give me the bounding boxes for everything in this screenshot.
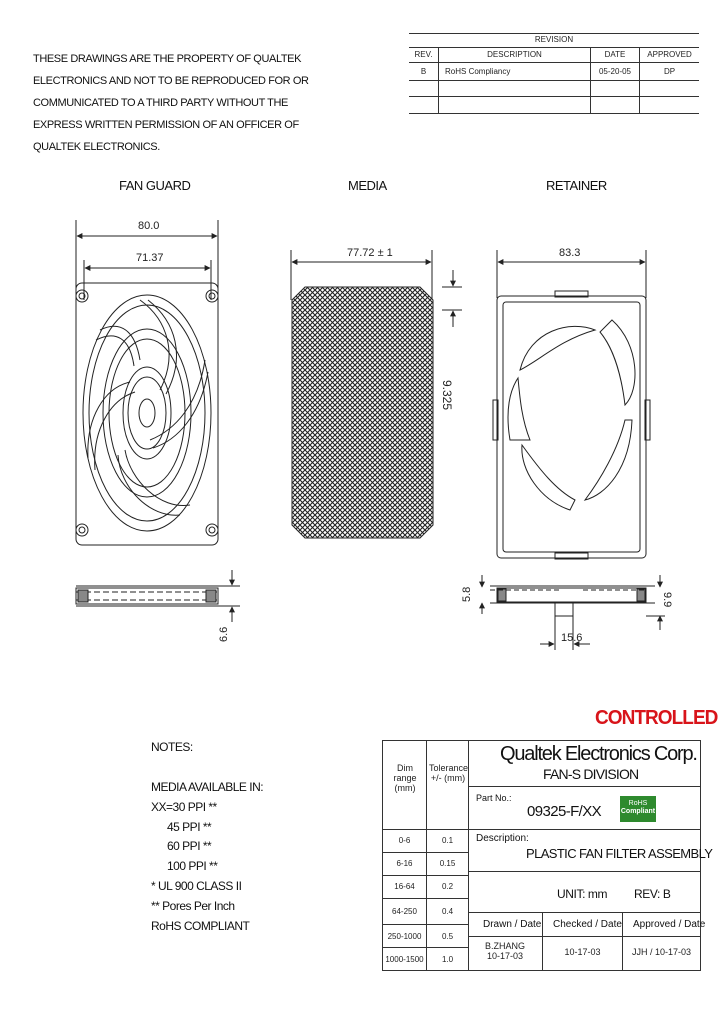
notice-line: COMMUNICATED TO A THIRD PARTY WITHOUT THE [33,97,288,109]
media-dim-thickness: 9.325 [440,380,454,411]
tolerance-dim-cell: 16-64 [394,882,415,891]
rohs-badge [620,796,656,822]
media-title: MEDIA [348,178,387,193]
media-dim-width: 77.72 ± 1 [347,247,393,259]
approved-label: Approved / Date [633,919,706,930]
tolerance-header-dim: Dim range (mm) [393,763,417,793]
tolerance-dim-cell: 64-250 [392,907,417,916]
notes-line: 60 PPI ** [167,839,212,853]
tolerance-tol-cell: 0.5 [441,932,454,941]
rohs-badge-line1: RoHS [628,800,648,807]
retainer-dim-width: 83.3 [559,247,581,259]
revision-cell: B [420,67,427,76]
fan-guard-dim-inner: 71.37 [136,252,164,264]
part-no-label: Part No.: [476,793,512,803]
approved-value: JJH / 10-17-03 [631,947,692,957]
notes-line: RoHS COMPLIANT [151,919,250,933]
revision-header-date: DATE [604,50,626,59]
notes-line: 45 PPI ** [167,820,212,834]
retainer-dim-gap: 15.6 [561,632,583,644]
revision-header-approved: APPROVED [647,50,692,59]
fan-guard-front-view [76,220,218,545]
retainer-front-view [493,247,650,559]
division-name: FAN-S DIVISION [543,766,639,782]
description-value: PLASTIC FAN FILTER ASSEMBLY [526,846,713,861]
tolerance-tol-cell: 1.0 [441,955,454,964]
checked-value: 10-17-03 [564,947,601,957]
notice-line: ELECTRONICS AND NOT TO BE REPRODUCED FOR OR [33,75,309,87]
revision-title: REVISION [534,35,574,44]
notes-line: 100 PPI ** [167,859,218,873]
fan-guard-title: FAN GUARD [119,178,191,193]
revision-header-rev: REV. [414,50,433,59]
revision-header-description: DESCRIPTION [487,50,542,59]
tolerance-dim-cell: 0-6 [398,836,411,845]
revision-cell: 05-20-05 [598,67,632,76]
tolerance-dim-cell: 6-16 [396,859,413,868]
retainer-dim-right: 9.9 [661,592,673,608]
tolerance-tol-cell: 0.2 [441,882,454,891]
tolerance-dim-cell: 1000-1500 [385,955,424,964]
notes-title: NOTES: [151,740,193,754]
rev-label: REV: B [634,887,671,901]
notes-line: XX=30 PPI ** [151,800,217,814]
media-view [291,247,462,538]
retainer-dim-left: 5.8 [461,586,473,602]
company-name: Qualtek Electronics Corp. [500,743,697,765]
notice-line: THESE DRAWINGS ARE THE PROPERTY OF QUALTEK [33,53,302,65]
rohs-badge-line2: Compliant [620,807,656,815]
controlled-stamp: CONTROLLED [595,707,718,729]
retainer-title: RETAINER [546,178,607,193]
checked-label: Checked / Date [553,919,622,930]
tolerance-tol-cell: 0.15 [439,859,456,868]
notes-line: * UL 900 CLASS II [151,879,242,893]
fan-guard-dim-outer: 80.0 [138,220,160,232]
tolerance-tol-cell: 0.4 [441,907,454,916]
fan-guard-dim-thickness: 6.6 [218,626,230,642]
notice-line: QUALTEK ELECTRONICS. [33,141,160,153]
description-label: Description: [476,833,529,844]
revision-cell: DP [663,67,676,76]
fan-guard-side-view [76,570,240,622]
revision-cell: RoHS Compliancy [445,67,511,76]
unit-label: UNIT: mm [557,887,608,901]
drawn-value: B.ZHANG 10-17-03 [485,941,526,961]
tolerance-tol-cell: 0.1 [441,836,454,845]
notice-line: EXPRESS WRITTEN PERMISSION OF AN OFFICER OF [33,119,299,131]
notes-line: MEDIA AVAILABLE IN: [151,780,264,794]
part-no-value: 09325-F/XX [527,803,602,820]
drawn-label: Drawn / Date [483,919,542,930]
tolerance-dim-cell: 250-1000 [387,932,422,941]
tolerance-header-tol: Tolerance +/- (mm) [429,763,469,783]
notes-line: ** Pores Per Inch [151,899,235,913]
